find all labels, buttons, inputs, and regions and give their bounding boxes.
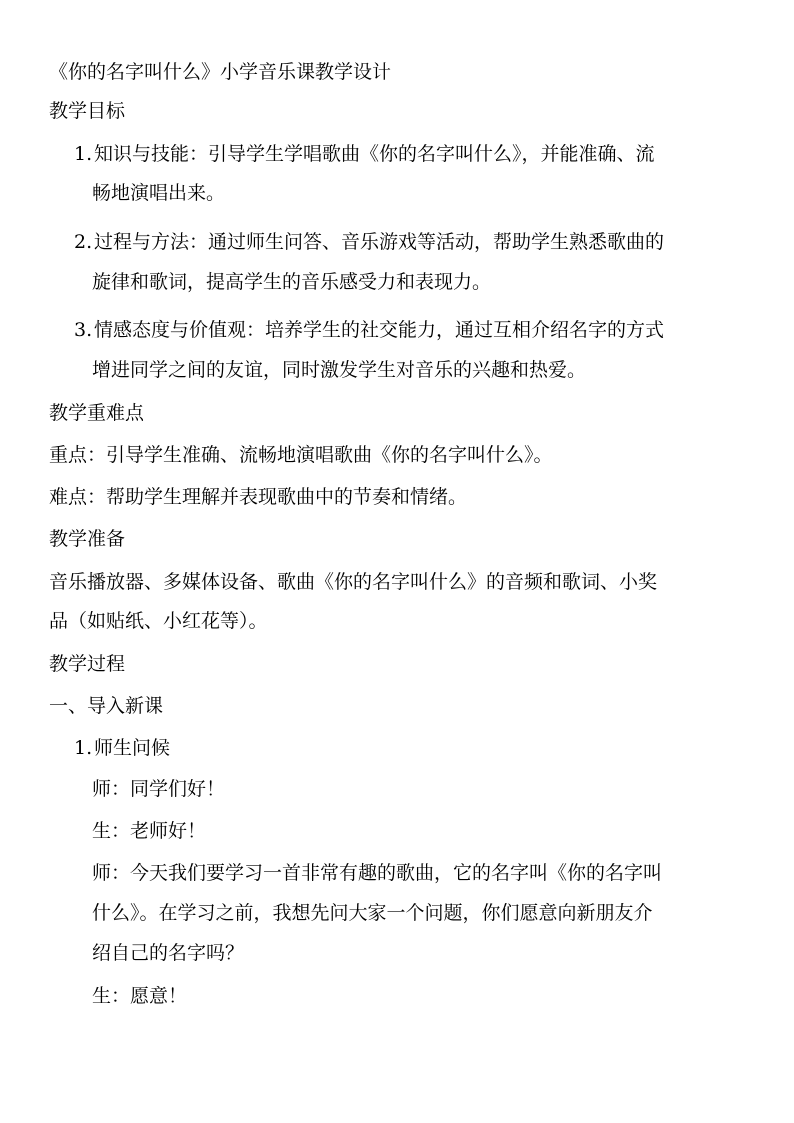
- objective-item-2: [74, 230, 664, 254]
- process-heading: 教学过程: [49, 653, 126, 675]
- difficult-point-text: 难点：帮助学生理解并表现歌曲中的节奏和情绪。: [49, 486, 468, 508]
- objective-text: 知识与技能：引导学生学唱歌曲《你的名字叫什么》，并能准确、流: [94, 143, 655, 165]
- section-heading-intro: 一、导入新课: [49, 695, 164, 717]
- preparation-text-line-2: 品（如贴纸、小红花等）。: [49, 610, 268, 632]
- objectives-heading: 教学目标: [49, 100, 126, 122]
- preparation-heading: 教学准备: [49, 528, 126, 550]
- dialogue-line: 生：愿意！: [92, 985, 188, 1007]
- objective-number: 2.: [74, 231, 93, 253]
- objective-item-1: [74, 142, 655, 166]
- key-points-heading: 教学重难点: [49, 402, 145, 424]
- objective-item-3: [74, 318, 664, 342]
- objective-item-3-continuation: 增进同学之间的友谊，同时激发学生对音乐的兴趣和热爱。: [92, 359, 587, 381]
- dialogue-line: 师：同学们好！: [92, 778, 226, 800]
- dialogue-line-continuation: 绍自己的名字吗？: [92, 942, 245, 964]
- objective-number: 3.: [74, 319, 93, 341]
- dialogue-line: 师：今天我们要学习一首非常有趣的歌曲，它的名字叫《你的名字叫: [92, 862, 663, 884]
- dialogue-line: 生：老师好！: [92, 820, 207, 842]
- step-number: 1.: [74, 737, 93, 759]
- preparation-text-line-1: 音乐播放器、多媒体设备、歌曲《你的名字叫什么》的音频和歌词、小奖: [49, 571, 658, 593]
- objective-text: 过程与方法：通过师生问答、音乐游戏等活动，帮助学生熟悉歌曲的: [94, 231, 665, 253]
- key-point-text: 重点：引导学生准确、流畅地演唱歌曲《你的名字叫什么》。: [49, 444, 553, 466]
- objective-item-1-continuation: 畅地演唱出来。: [92, 182, 226, 204]
- document-title: 《你的名字叫什么》小学音乐课教学设计: [49, 61, 392, 83]
- objective-text: 情感态度与价值观：培养学生的社交能力，通过互相介绍名字的方式: [94, 319, 665, 341]
- step-label: 师生问候: [94, 737, 171, 759]
- dialogue-line-continuation: 什么》。在学习之前，我想先问大家一个问题，你们愿意向新朋友介: [92, 902, 653, 924]
- objective-item-2-continuation: 旋律和歌词，提高学生的音乐感受力和表现力。: [92, 271, 492, 293]
- step-heading-greeting: [74, 736, 170, 760]
- objective-number: 1.: [74, 143, 93, 165]
